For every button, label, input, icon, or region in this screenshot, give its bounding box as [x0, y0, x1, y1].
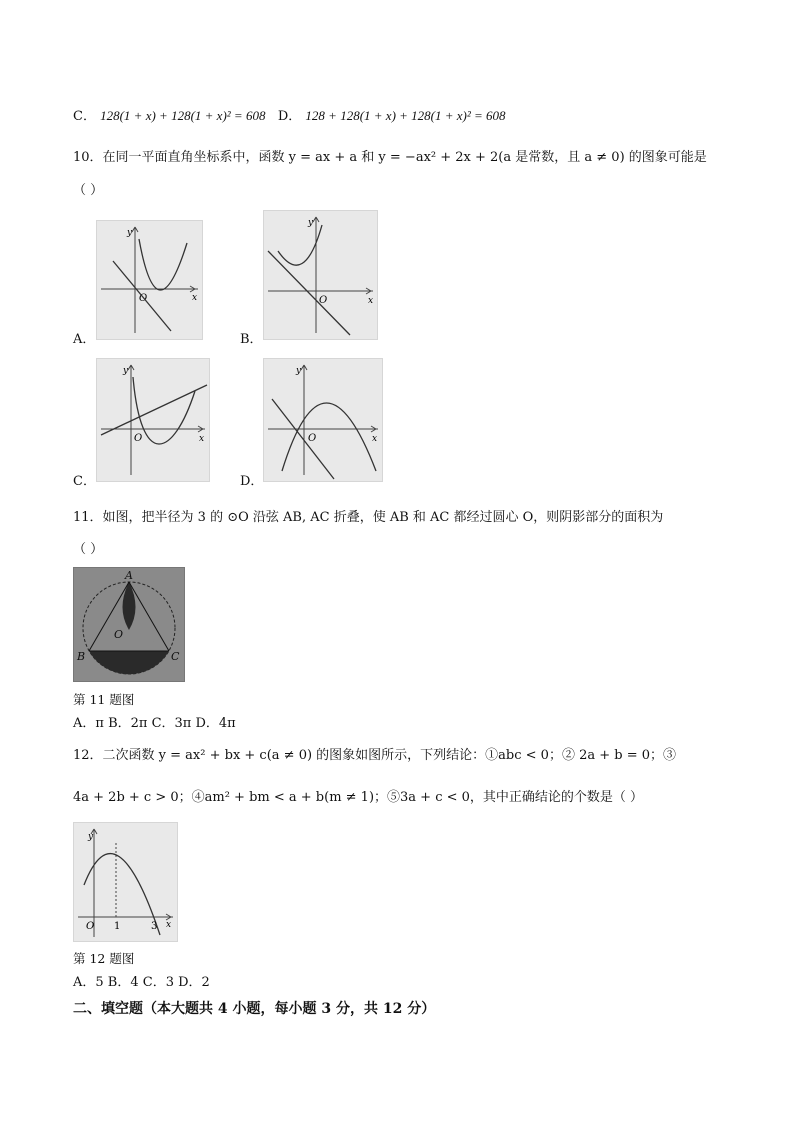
q10-a-x-label: x	[192, 293, 198, 303]
q9-option-d-expr: 128 + 128(1 + x) + 128(1 + x)² = 608	[305, 108, 506, 123]
q10-d-origin: O	[308, 433, 317, 444]
q9-option-c-label: C．	[73, 109, 96, 124]
q12-stem-line1: 12．二次函数 y = ax² + bx + c(a ≠ 0) 的图象如图所示，下列结论：①abc < 0；② 2a + b = 0；③	[73, 748, 677, 763]
q12-stem-line2: 4a + 2b + c > 0；④am² + bm < a + b(m ≠ 1)；⑤3a + c < 0，其中正确结论的个数是（ ）	[73, 790, 644, 805]
q9-option-d-label: D．	[277, 109, 302, 124]
q10-d-x-label: x	[372, 434, 378, 444]
q10-graph-a[interactable]	[96, 220, 203, 340]
q10-option-a-label[interactable]: A．	[73, 332, 96, 347]
q11-stem-line1: 11．如图，把半径为 3 的 ⊙O 沿弦 AB, AC 折叠，使 AB 和 AC 都经过圆心 O，则阴影部分的面积为	[73, 510, 664, 525]
q11-label-a: A	[125, 569, 133, 582]
q10-graph-d-svg	[264, 359, 382, 481]
q10-b-x-label: x	[368, 296, 374, 306]
q11-choices[interactable]: A．π B．2π C．3π D．4π	[73, 716, 236, 731]
q12-figure-svg	[74, 823, 177, 941]
q10-option-b-label[interactable]: B．	[240, 332, 263, 347]
q11-figure-svg	[74, 568, 184, 681]
q10-option-c-label[interactable]: C．	[73, 474, 96, 489]
q10-graph-d[interactable]	[263, 358, 383, 482]
q10-d-y-label: y	[296, 366, 302, 376]
section-2-title: 二、填空题（本大题共 4 小题，每小题 3 分，共 12 分）	[73, 1001, 436, 1017]
q11-stem-line2: （ ）	[73, 542, 104, 557]
q10-a-origin: O	[139, 293, 148, 304]
q12-choices[interactable]: A．5 B．4 C．3 D．2	[73, 975, 210, 990]
q9-option-c-expr: 128(1 + x) + 128(1 + x)² = 608	[100, 108, 266, 123]
q10-c-y-label: y	[123, 366, 129, 376]
q12-tick-1: 1	[114, 921, 121, 932]
q10-c-origin: O	[134, 433, 143, 444]
q10-b-origin: O	[319, 295, 328, 306]
q10-stem-line2: （ ）	[73, 183, 104, 198]
q12-caption: 第 12 题图	[73, 951, 135, 966]
q10-c-x-label: x	[199, 434, 205, 444]
q10-option-d-label[interactable]: D．	[240, 474, 264, 489]
q12-origin: O	[86, 921, 95, 932]
q9-options-cd	[73, 106, 506, 127]
q10-b-y-label: y	[308, 218, 314, 228]
q10-a-y-label: y	[127, 228, 133, 238]
q12-x-label: x	[166, 920, 172, 930]
q10-graph-b-svg	[264, 211, 377, 339]
q12-tick-3: 3	[151, 921, 158, 932]
q11-label-c: C	[171, 650, 180, 663]
q10-graph-b[interactable]	[263, 210, 378, 340]
q11-caption: 第 11 题图	[73, 692, 135, 707]
q10-graph-a-svg	[97, 221, 202, 339]
q10-graph-c-svg	[97, 359, 209, 481]
q12-figure	[73, 822, 178, 942]
q11-figure	[73, 567, 185, 682]
q10-stem-line1: 10．在同一平面直角坐标系中，函数 y = ax + a 和 y = −ax² + 2x + 2(a 是常数，且 a ≠ 0) 的图象可能是	[73, 150, 707, 165]
q11-label-o: O	[114, 628, 124, 641]
q12-y-label: y	[88, 832, 94, 842]
q10-graph-c[interactable]	[96, 358, 210, 482]
q11-label-b: B	[77, 650, 86, 663]
